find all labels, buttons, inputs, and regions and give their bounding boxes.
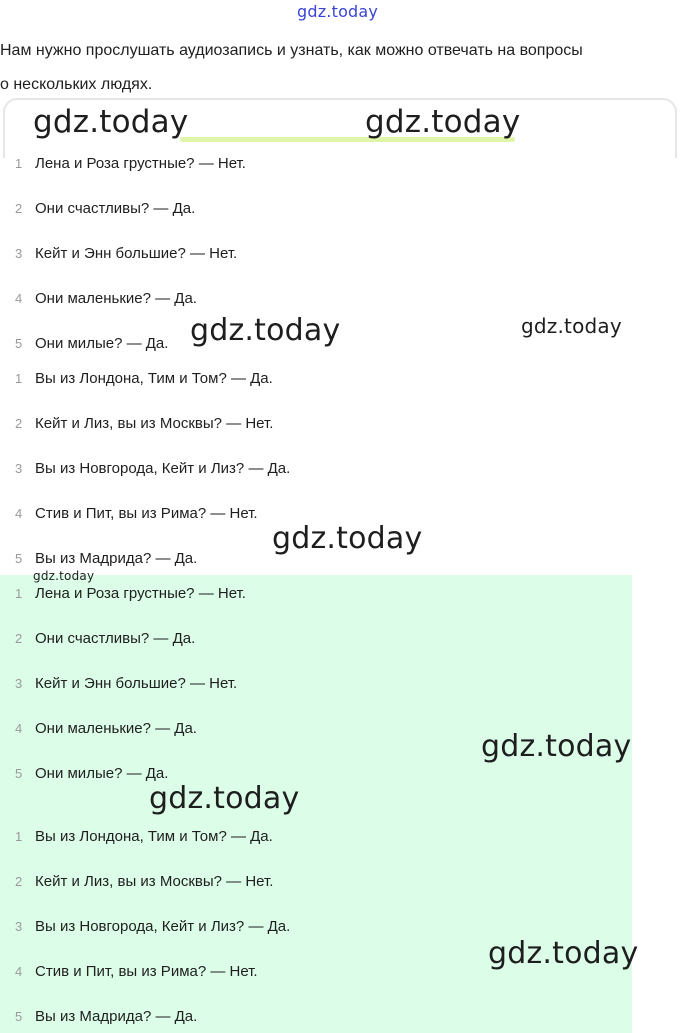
item-number: 3 — [15, 460, 23, 476]
item-text: Стив и Пит, вы из Рима? — Нет. — [35, 504, 258, 522]
list-item — [0, 762, 168, 784]
list-item — [0, 672, 237, 694]
item-number: 4 — [15, 720, 23, 736]
item-number: 4 — [15, 290, 23, 306]
item-number: 3 — [15, 675, 23, 691]
list-item — [0, 1005, 197, 1027]
list-item — [0, 287, 197, 309]
list-item — [0, 547, 197, 569]
item-number: 5 — [15, 765, 23, 781]
item-text: Лена и Роза грустные? — Нет. — [35, 584, 246, 602]
list-item — [0, 457, 290, 479]
item-text: Они счастливы? — Да. — [35, 199, 196, 217]
item-number: 2 — [15, 200, 23, 216]
item-text: Они милые? — Да. — [35, 334, 169, 352]
item-number: 3 — [15, 245, 23, 261]
item-text: Они маленькие? — Да. — [35, 289, 197, 307]
item-number: 5 — [15, 550, 23, 566]
item-text: Они маленькие? — Да. — [35, 719, 197, 737]
item-text: Лена и Роза грустные? — Нет. — [35, 154, 246, 172]
list-item — [0, 502, 258, 524]
watermark: gdz.today — [149, 781, 300, 816]
list-item — [0, 825, 273, 847]
item-number: 1 — [15, 155, 23, 171]
list-item — [0, 197, 195, 219]
item-text: Кейт и Лиз, вы из Москвы? — Нет. — [35, 872, 274, 890]
list-item — [0, 367, 273, 389]
intro-line-2: о нескольких людях. — [0, 76, 153, 93]
intro-line-1: Нам нужно прослушать аудиозапись и узнать, как можно отвечать на вопросы — [0, 42, 583, 59]
watermark: gdz.today — [365, 104, 521, 140]
item-number: 5 — [15, 335, 23, 351]
watermark: gdz.today — [272, 521, 423, 556]
item-text: Вы из Новгорода, Кейт и Лиз? — Да. — [35, 917, 291, 935]
item-number: 3 — [15, 918, 23, 934]
watermark: gdz.today — [33, 104, 189, 140]
watermark: gdz.today — [481, 729, 632, 764]
item-number: 1 — [15, 585, 23, 601]
item-number: 4 — [15, 963, 23, 979]
item-text: Вы из Новгорода, Кейт и Лиз? — Да. — [35, 459, 291, 477]
watermark: gdz.today — [488, 936, 639, 971]
item-number: 5 — [15, 1008, 23, 1024]
item-text: Кейт и Энн большие? — Нет. — [35, 674, 238, 692]
intro-paragraph — [0, 34, 678, 102]
watermark: gdz.today — [190, 313, 341, 348]
item-text: Стив и Пит, вы из Рима? — Нет. — [35, 962, 258, 980]
item-text: Вы из Мадрида? — Да. — [35, 549, 198, 567]
item-text: Они милые? — Да. — [35, 764, 169, 782]
list-item — [0, 717, 197, 739]
item-number: 1 — [15, 370, 23, 386]
list-item — [0, 412, 273, 434]
item-text: Вы из Мадрида? — Да. — [35, 1007, 198, 1025]
list-item — [0, 915, 290, 937]
list-item — [0, 582, 246, 604]
list-item — [0, 960, 258, 982]
item-number: 1 — [15, 828, 23, 844]
item-number: 2 — [15, 415, 23, 431]
list-item — [0, 152, 246, 174]
watermark-top: gdz.today — [297, 2, 379, 21]
item-number: 2 — [15, 873, 23, 889]
item-number: 4 — [15, 505, 23, 521]
item-text: Вы из Лондона, Тим и Том? — Да. — [35, 369, 273, 387]
item-text: Вы из Лондона, Тим и Том? — Да. — [35, 827, 273, 845]
item-text: Кейт и Энн большие? — Нет. — [35, 244, 238, 262]
item-text: Они счастливы? — Да. — [35, 629, 196, 647]
item-text: Кейт и Лиз, вы из Москвы? — Нет. — [35, 414, 274, 432]
list-item — [0, 627, 195, 649]
watermark: gdz.today — [33, 569, 95, 583]
list-item — [0, 242, 237, 264]
list-item — [0, 870, 273, 892]
item-number: 2 — [15, 630, 23, 646]
watermark: gdz.today — [521, 314, 622, 338]
list-item — [0, 332, 168, 354]
